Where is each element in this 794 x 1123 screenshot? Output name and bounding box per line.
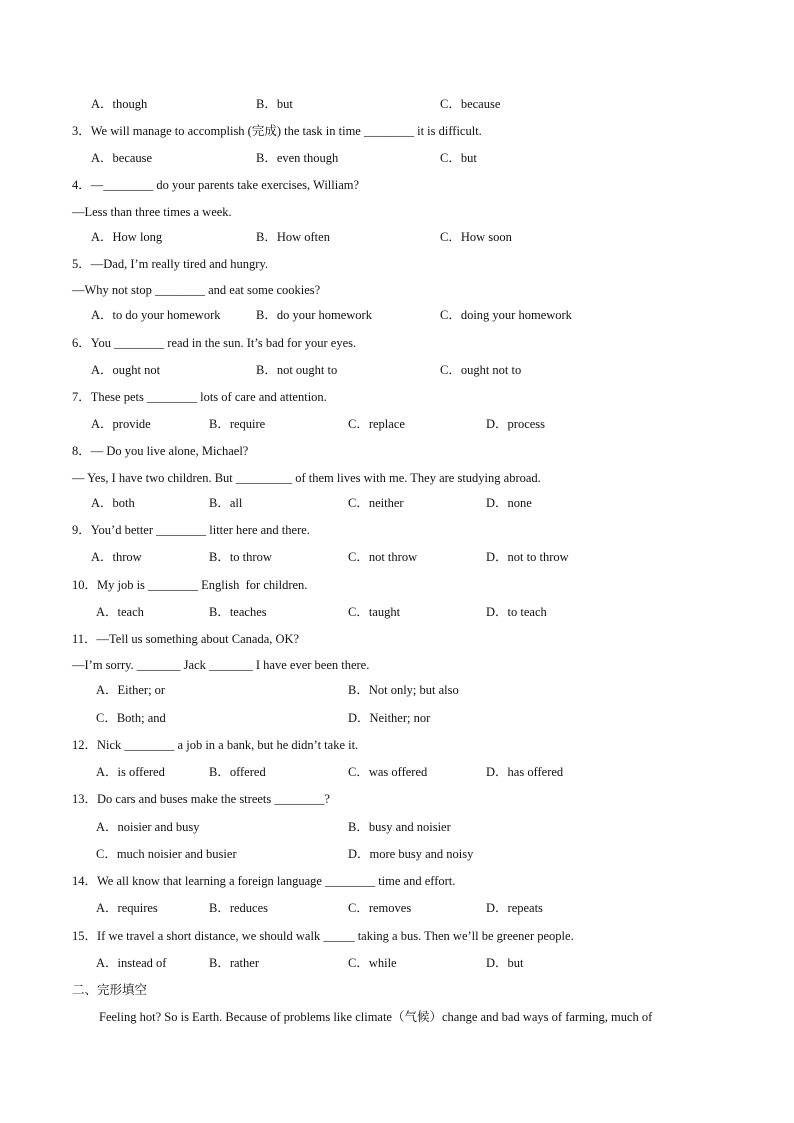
q4-reply: —Less than three times a week. <box>72 205 232 219</box>
q14-option-b: B．reduces <box>209 901 269 915</box>
q3-option-b: B．even though <box>256 151 339 165</box>
q9-option-b: B．to throw <box>209 550 272 564</box>
q10-option-b: B．teaches <box>209 605 267 619</box>
q13-stem: 13．Do cars and buses make the streets ________? <box>72 792 330 806</box>
q2-option-a: A．though <box>91 97 148 111</box>
q8-option-a: A．both <box>91 496 135 510</box>
q12-stem: 12．Nick ________ a job in a bank, but he didn’t take it. <box>72 738 359 752</box>
q7-option-d: D．process <box>486 417 546 431</box>
q11-stem: 11．—Tell us something about Canada, OK? <box>72 632 300 646</box>
q5-option-b: B．do your homework <box>256 308 372 322</box>
q11-option-b: B．Not only; but also <box>348 683 459 697</box>
q8-option-d: D．none <box>486 496 532 510</box>
q13-option-c: C．much noisier and busier <box>96 847 237 861</box>
q15-option-d: D．but <box>486 956 524 970</box>
q2-option-c: C．because <box>440 97 501 111</box>
q9-option-d: D．not to throw <box>486 550 569 564</box>
q3-option-c: C．but <box>440 151 477 165</box>
q8-stem: 8．— Do you live alone, Michael? <box>72 444 249 458</box>
q6-option-c: C．ought not to <box>440 363 522 377</box>
q5-option-a: A．to do your homework <box>91 308 221 322</box>
q15-option-b: B．rather <box>209 956 259 970</box>
q6-option-b: B．not ought to <box>256 363 338 377</box>
q15-option-a: A．instead of <box>96 956 167 970</box>
q6-option-a: A．ought not <box>91 363 161 377</box>
q9-stem: 9．You’d better ________ litter here and there. <box>72 523 310 537</box>
q14-option-c: C．removes <box>348 901 412 915</box>
q9-option-a: A．throw <box>91 550 142 564</box>
q7-stem: 7．These pets ________ lots of care and attention. <box>72 390 327 404</box>
q10-stem: 10．My job is ________ English for children. <box>72 578 308 592</box>
q7-option-c: C．replace <box>348 417 405 431</box>
q15-stem: 15．If we travel a short distance, we should walk _____ taking a bus. Then we’ll be greener people. <box>72 929 574 943</box>
q11-option-a: A．Either; or <box>96 683 166 697</box>
q10-option-a: A．teach <box>96 605 144 619</box>
q14-stem: 14．We all know that learning a foreign language ________ time and effort. <box>72 874 456 888</box>
q8-reply: — Yes, I have two children. But _________ of them lives with me. They are studying abroad. <box>72 471 541 485</box>
q13-option-a: A．noisier and busy <box>96 820 200 834</box>
q15-option-c: C．while <box>348 956 397 970</box>
q10-option-c: C．taught <box>348 605 401 619</box>
section-title-cloze: 二、完形填空 <box>72 982 148 997</box>
q3-option-a: A．because <box>91 151 153 165</box>
q9-option-c: C．not throw <box>348 550 418 564</box>
q7-option-b: B．require <box>209 417 266 431</box>
q12-option-c: C．was offered <box>348 765 428 779</box>
q4-option-b: B．How often <box>256 230 330 244</box>
q8-option-c: C．neither <box>348 496 404 510</box>
q11-option-c: C．Both; and <box>96 711 166 725</box>
q11-option-d: D．Neither; nor <box>348 711 431 725</box>
q14-option-d: D．repeats <box>486 901 543 915</box>
q4-stem: 4．—________ do your parents take exercises, William? <box>72 178 360 192</box>
q8-option-b: B．all <box>209 496 243 510</box>
q5-reply: —Why not stop ________ and eat some cookies? <box>72 283 321 297</box>
q13-option-d: D．more busy and noisy <box>348 847 474 861</box>
q2-option-b: B．but <box>256 97 293 111</box>
q4-option-c: C．How soon <box>440 230 512 244</box>
q12-option-b: B．offered <box>209 765 266 779</box>
q6-stem: 6．You ________ read in the sun. It’s bad for your eyes. <box>72 336 357 350</box>
q7-option-a: A．provide <box>91 417 151 431</box>
q12-option-d: D．has offered <box>486 765 564 779</box>
q10-option-d: D．to teach <box>486 605 547 619</box>
q5-stem: 5．—Dad, I’m really tired and hungry. <box>72 257 269 271</box>
q12-option-a: A．is offered <box>96 765 165 779</box>
q4-option-a: A．How long <box>91 230 163 244</box>
q3-stem: 3．We will manage to accomplish (完成) the task in time ________ it is difficult. <box>72 124 482 138</box>
q11-reply: —I’m sorry. _______ Jack _______ I have ever been there. <box>72 658 370 672</box>
q14-option-a: A．requires <box>96 901 158 915</box>
passage-first-line: Feeling hot? So is Earth. Because of problems like climate（气候）change and bad ways of farming, much of <box>99 1010 653 1024</box>
q13-option-b: B．busy and noisier <box>348 820 451 834</box>
q5-option-c: C．doing your homework <box>440 308 572 322</box>
